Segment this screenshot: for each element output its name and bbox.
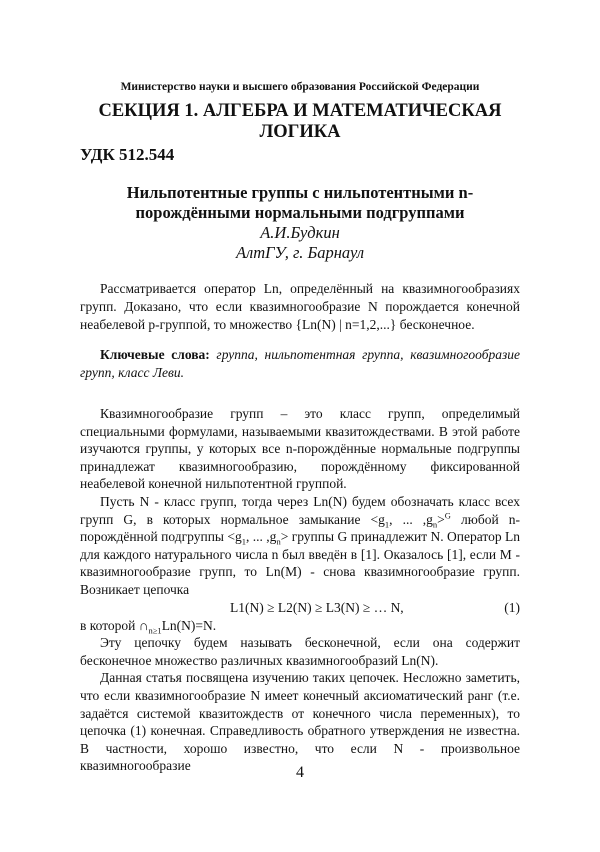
section-title: СЕКЦИЯ 1. АЛГЕБРА И МАТЕМАТИЧЕСКАЯ ЛОГИКА <box>98 101 502 142</box>
definition-text-4: > группы G принадлежит N. Оператор Ln для каждого натурального числа n был введён в [1]. Оказалось [1], если M - квазимногообразие групп, то Ln(M) - снова квазимногообразие групп. Возникает цепочка <box>80 529 520 597</box>
author-block <box>0 223 600 263</box>
udk-code: УДК 512.544 <box>80 145 175 164</box>
definition-text-3: любой n-порождённой подгруппы <g <box>80 511 520 545</box>
keywords-label: Ключевые слова: <box>100 347 210 362</box>
after-formula-tail: Ln(N)=N. <box>161 617 217 633</box>
abstract: Рассматривается оператор Ln, определённый на квазимногообразиях групп. Доказано, что если квазимногообразие N порождается конечной неабелевой p-группой, то множество {Ln(N) | n=1,2,...} бесконечное. <box>80 281 520 332</box>
formula-expression: L1(N) ≥ L2(N) ≥ L3(N) ≥ … N, <box>230 599 404 615</box>
formula-chain <box>80 599 520 617</box>
paper-title: Нильпотентные группы с нильпотентными n-порождёнными нормальными подгруппами <box>126 183 474 222</box>
intersection-subscript: n≥1 <box>148 625 162 636</box>
paragraph-study: Данная статья посвящена изучению таких цепочек. Несложно заметить, что если квазимногообразие N имеет конечный аксиоматический ранг (т.е. задаётся системой квазитождеств от конечного числа переменных), то цепочка (1) конечная. Справедливость обратного утверждения не известна. В частности, хорошо известно, что если N - произвольное квазимногообразие <box>80 670 520 774</box>
after-formula-text: в которой ∩ <box>80 617 149 633</box>
paragraph-after-formula <box>80 617 520 635</box>
author-name: А.И.Будкин <box>260 223 340 242</box>
article-body <box>80 405 520 775</box>
paragraph-infinite-chain: Эту цепочку будем называть бесконечной, если она содержит бесконечное множество различных квазимногообразий Ln(N). <box>80 635 520 668</box>
definition-text-2: , ... ,g <box>389 511 433 527</box>
paragraph-intro: Квазимногообразие групп – это класс групп, определимый специальными формулами, называемыми квазитождествами. В этой работе изучаются группы, у которых все n-порождённые нормальные подгруппы принадлежат квазимногообразию, порождённому фиксированной неабелевой конечной нильпотентной группой. <box>80 406 520 492</box>
keywords <box>80 346 520 382</box>
keywords-list: группа, нильпотентная группа, квазимногообразие групп, класс Леви. <box>80 347 520 380</box>
author-affiliation: АлтГУ, г. Барнаул <box>235 243 365 262</box>
paragraph-definition: Пусть N - класс групп, тогда через Ln(N) будем обозначать класс всех групп G, в которых нормальное замыкание $<g_1$, ... $,g_n>^G$ любой n-порождённой подгруппы $<g_1$, ... $,g_n>$ группы G принадлежит N. Оператор Ln для каждого натурального числа n был введён в [1]. Оказалось [1], если M - квазимногообразие групп, то Ln(M) - снова квазимногообразие групп. Возникает цепочка <box>80 493 520 597</box>
ministry-header: Министерство науки и высшего образования Российской Федерации <box>120 81 480 93</box>
formula-number: (1) <box>504 599 520 615</box>
definition-text-1: Пусть N - класс групп, тогда через Ln(N) будем обозначать класс всех групп G, в которых нормальное замыкание <g <box>80 493 520 527</box>
page-number: 4 <box>296 764 304 781</box>
